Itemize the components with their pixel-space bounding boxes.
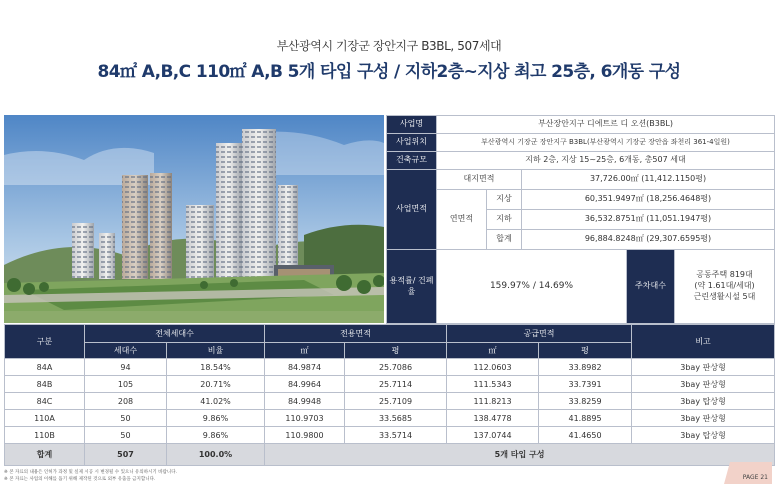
total-row (5, 444, 775, 466)
site-area-value: 37,726.00㎡ (11,412.1150평) (522, 170, 775, 190)
row-ratio: 18.54% (167, 359, 265, 376)
total-summary: 5개 타입 구성 (265, 444, 775, 466)
col-type-header: 구분 (5, 325, 85, 359)
building-scale-value: 지하 2층, 지상 15~25층, 6개동, 총507 세대 (437, 152, 775, 170)
unit-type-table (4, 324, 775, 466)
row-supply-m2: 137.0744 (447, 427, 539, 444)
below-ground-value: 36,532.8751㎡ (11,051.1947평) (522, 210, 775, 230)
row-exclusive-py: 25.7086 (345, 359, 447, 376)
row-exclusive-py: 25.7114 (345, 376, 447, 393)
table-row (5, 359, 775, 376)
row-exclusive-py: 33.5714 (345, 427, 447, 444)
total-count: 507 (85, 444, 167, 466)
row-exclusive-py: 33.5685 (345, 410, 447, 427)
below-ground-label: 지하 (487, 210, 522, 230)
sub-ratio-header: 비율 (167, 343, 265, 359)
row-exclusive-py: 25.7109 (345, 393, 447, 410)
sub-supply-m2-header: ㎡ (447, 343, 539, 359)
page-number-badge (724, 462, 772, 484)
apartment-rendering-image (4, 115, 384, 323)
above-ground-label: 지상 (487, 190, 522, 210)
sub-exclusive-m2-header: ㎡ (265, 343, 345, 359)
row-type: 84A (5, 359, 85, 376)
row-supply-m2: 111.8213 (447, 393, 539, 410)
row-ratio: 9.86% (167, 427, 265, 444)
page-number-text (743, 474, 768, 481)
page-headline: 84㎡ A,B,C 110㎡ A,B 5개 타입 구성 / 지하2층~지상 최고 25층, 6개동 구성 (97, 62, 681, 82)
project-name-value: 부산장안지구 디에트르 디 오션(B3BL) (437, 116, 775, 134)
col-note-header: 비고 (632, 325, 775, 359)
row-supply-m2: 111.5343 (447, 376, 539, 393)
footnote-line-2: ※ 본 자료는 사업의 이해를 돕기 위해 제작된 것으로 외부 유출을 금지합니다. (4, 477, 156, 483)
row-note: 3bay 탑상형 (632, 393, 775, 410)
parking-line-ratio: (약 1.61대/세대) (694, 281, 755, 291)
floor-area-label: 연면적 (437, 190, 487, 250)
row-count: 208 (85, 393, 167, 410)
project-info-table (386, 115, 775, 324)
page-number: 21 (760, 474, 768, 481)
row-count: 105 (85, 376, 167, 393)
total-type: 합계 (5, 444, 85, 466)
row-supply-py: 33.7391 (539, 376, 632, 393)
above-ground-value: 60,351.9497㎡ (18,256.4648평) (522, 190, 775, 210)
building-scale-label: 건축규모 (387, 152, 437, 170)
row-note: 3bay 판상형 (632, 359, 775, 376)
table-row (5, 410, 775, 427)
row-count: 50 (85, 427, 167, 444)
parking-value (675, 250, 775, 324)
row-count: 94 (85, 359, 167, 376)
row-supply-py: 33.8982 (539, 359, 632, 376)
page-subtitle: 부산광역시 기장군 장안지구 B3BL, 507세대 (276, 39, 502, 53)
ratio-value: 159.97% / 14.69% (437, 250, 627, 324)
site-area-label: 대지면적 (437, 170, 522, 190)
row-note: 3bay 판상형 (632, 376, 775, 393)
row-type: 110A (5, 410, 85, 427)
col-total-header: 전체세대수 (85, 325, 265, 343)
row-type: 84C (5, 393, 85, 410)
row-ratio: 9.86% (167, 410, 265, 427)
row-note: 3bay 판상형 (632, 410, 775, 427)
row-exclusive-m2: 84.9948 (265, 393, 345, 410)
project-area-label: 사업면적 (387, 170, 437, 250)
row-exclusive-m2: 84.9874 (265, 359, 345, 376)
table-row (5, 427, 775, 444)
row-exclusive-m2: 110.9800 (265, 427, 345, 444)
row-ratio: 41.02% (167, 393, 265, 410)
row-count: 50 (85, 410, 167, 427)
project-name-label: 사업명 (387, 116, 437, 134)
ratio-label: 용적률/ 건폐율 (387, 250, 437, 324)
row-exclusive-m2: 110.9703 (265, 410, 345, 427)
row-supply-m2: 138.4778 (447, 410, 539, 427)
table-row (5, 376, 775, 393)
row-type: 84B (5, 376, 85, 393)
row-supply-py: 41.4650 (539, 427, 632, 444)
row-exclusive-m2: 84.9964 (265, 376, 345, 393)
row-ratio: 20.71% (167, 376, 265, 393)
sub-supply-py-header: 평 (539, 343, 632, 359)
footnotes (4, 469, 177, 483)
col-supply-header: 공급면적 (447, 325, 632, 343)
parking-line-commercial: 근린생활시설 5대 (693, 291, 756, 301)
row-type: 110B (5, 427, 85, 444)
sub-count-header: 세대수 (85, 343, 167, 359)
floor-area-sum-label: 합계 (487, 230, 522, 250)
total-ratio: 100.0% (167, 444, 265, 466)
project-location-label: 사업위치 (387, 134, 437, 152)
parking-label: 주차대수 (627, 250, 675, 324)
sub-exclusive-py-header: 평 (345, 343, 447, 359)
floor-area-sum-value: 96,884.8248㎡ (29,307.6595평) (522, 230, 775, 250)
col-exclusive-header: 전용면적 (265, 325, 447, 343)
parking-line-housing: 공동주택 819대 (696, 270, 753, 280)
footnote-line-1: ※ 본 자료의 내용은 인허가 과정 및 실제 시공 시 변경될 수 있으니 유의하시기 바랍니다. (4, 470, 178, 475)
table-row (5, 393, 775, 410)
row-note: 3bay 탑상형 (632, 427, 775, 444)
project-location-value: 부산광역시 기장군 장안지구 B3BL(부산광역시 기장군 장안읍 좌천리 361-4일원) (437, 134, 775, 152)
row-supply-m2: 112.0603 (447, 359, 539, 376)
page-label: PAGE (742, 474, 759, 481)
row-supply-py: 33.8259 (539, 393, 632, 410)
row-supply-py: 41.8895 (539, 410, 632, 427)
